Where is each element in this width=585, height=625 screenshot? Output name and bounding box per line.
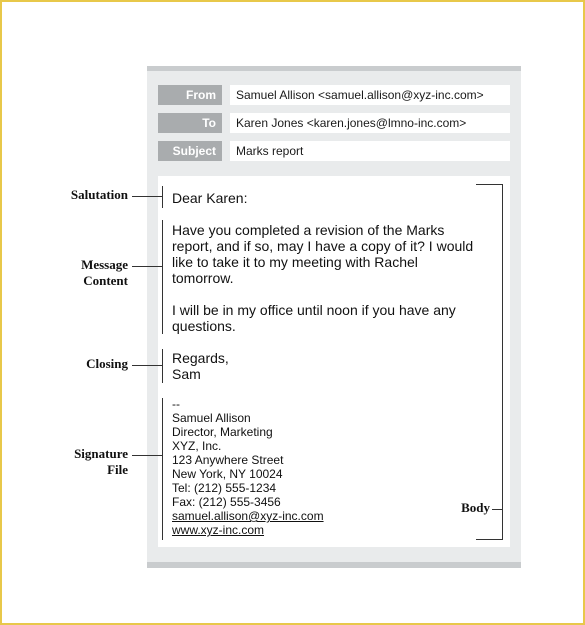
annotation-closing: Closing xyxy=(86,356,128,371)
closing-line: Sam xyxy=(172,366,201,382)
leader-closing xyxy=(132,365,162,366)
email-bottom-bar xyxy=(147,562,521,568)
signature-line: Samuel Allison xyxy=(172,411,251,425)
leader-message-content xyxy=(132,266,162,267)
signature-line: -- xyxy=(172,397,180,411)
message-line: report, and if so, may I have a copy of it? I would xyxy=(172,238,474,254)
subject-label: Subject xyxy=(158,141,222,161)
annotation-signature-file: Signature File xyxy=(74,446,128,477)
leader-signature-file xyxy=(132,455,162,456)
leader-body xyxy=(492,509,503,510)
annotation-body: Body xyxy=(461,500,490,515)
message-line: like to take it to my meeting with Rachel xyxy=(172,254,418,270)
signature-line: 123 Anywhere Street xyxy=(172,453,284,467)
salutation-text: Dear Karen: xyxy=(172,190,248,206)
closing-bar xyxy=(162,349,163,383)
message-line: questions. xyxy=(172,318,236,334)
signature-line: Fax: (212) 555-3456 xyxy=(172,495,281,509)
salutation-bar xyxy=(162,186,163,208)
email-top-bar xyxy=(147,66,521,71)
to-label: To xyxy=(158,113,222,133)
subject-field[interactable]: Marks report xyxy=(230,141,510,161)
annotation-message-content: Message Content xyxy=(81,257,128,288)
signature-email-link[interactable]: samuel.allison@xyz-inc.com xyxy=(172,509,324,523)
message-line: Have you completed a revision of the Marks xyxy=(172,222,445,238)
body-bracket xyxy=(476,184,503,540)
signature-line: XYZ, Inc. xyxy=(172,439,222,453)
signature-line: Director, Marketing xyxy=(172,425,273,439)
closing-line: Regards, xyxy=(172,350,229,366)
annotation-salutation: Salutation xyxy=(70,187,128,202)
leader-salutation xyxy=(132,196,162,197)
signature-line: Tel: (212) 555-1234 xyxy=(172,481,277,495)
signature-bar xyxy=(162,398,163,540)
message-line: tomorrow. xyxy=(172,270,234,286)
from-label: From xyxy=(158,85,222,105)
message-content-bar xyxy=(162,220,163,334)
signature-web-link[interactable]: www.xyz-inc.com xyxy=(172,523,265,537)
to-field[interactable]: Karen Jones <karen.jones@lmno-inc.com> xyxy=(230,113,510,133)
signature-line: New York, NY 10024 xyxy=(172,467,283,481)
message-line: I will be in my office until noon if you have any xyxy=(172,302,456,318)
from-field[interactable]: Samuel Allison <samuel.allison@xyz-inc.com> xyxy=(230,85,510,105)
